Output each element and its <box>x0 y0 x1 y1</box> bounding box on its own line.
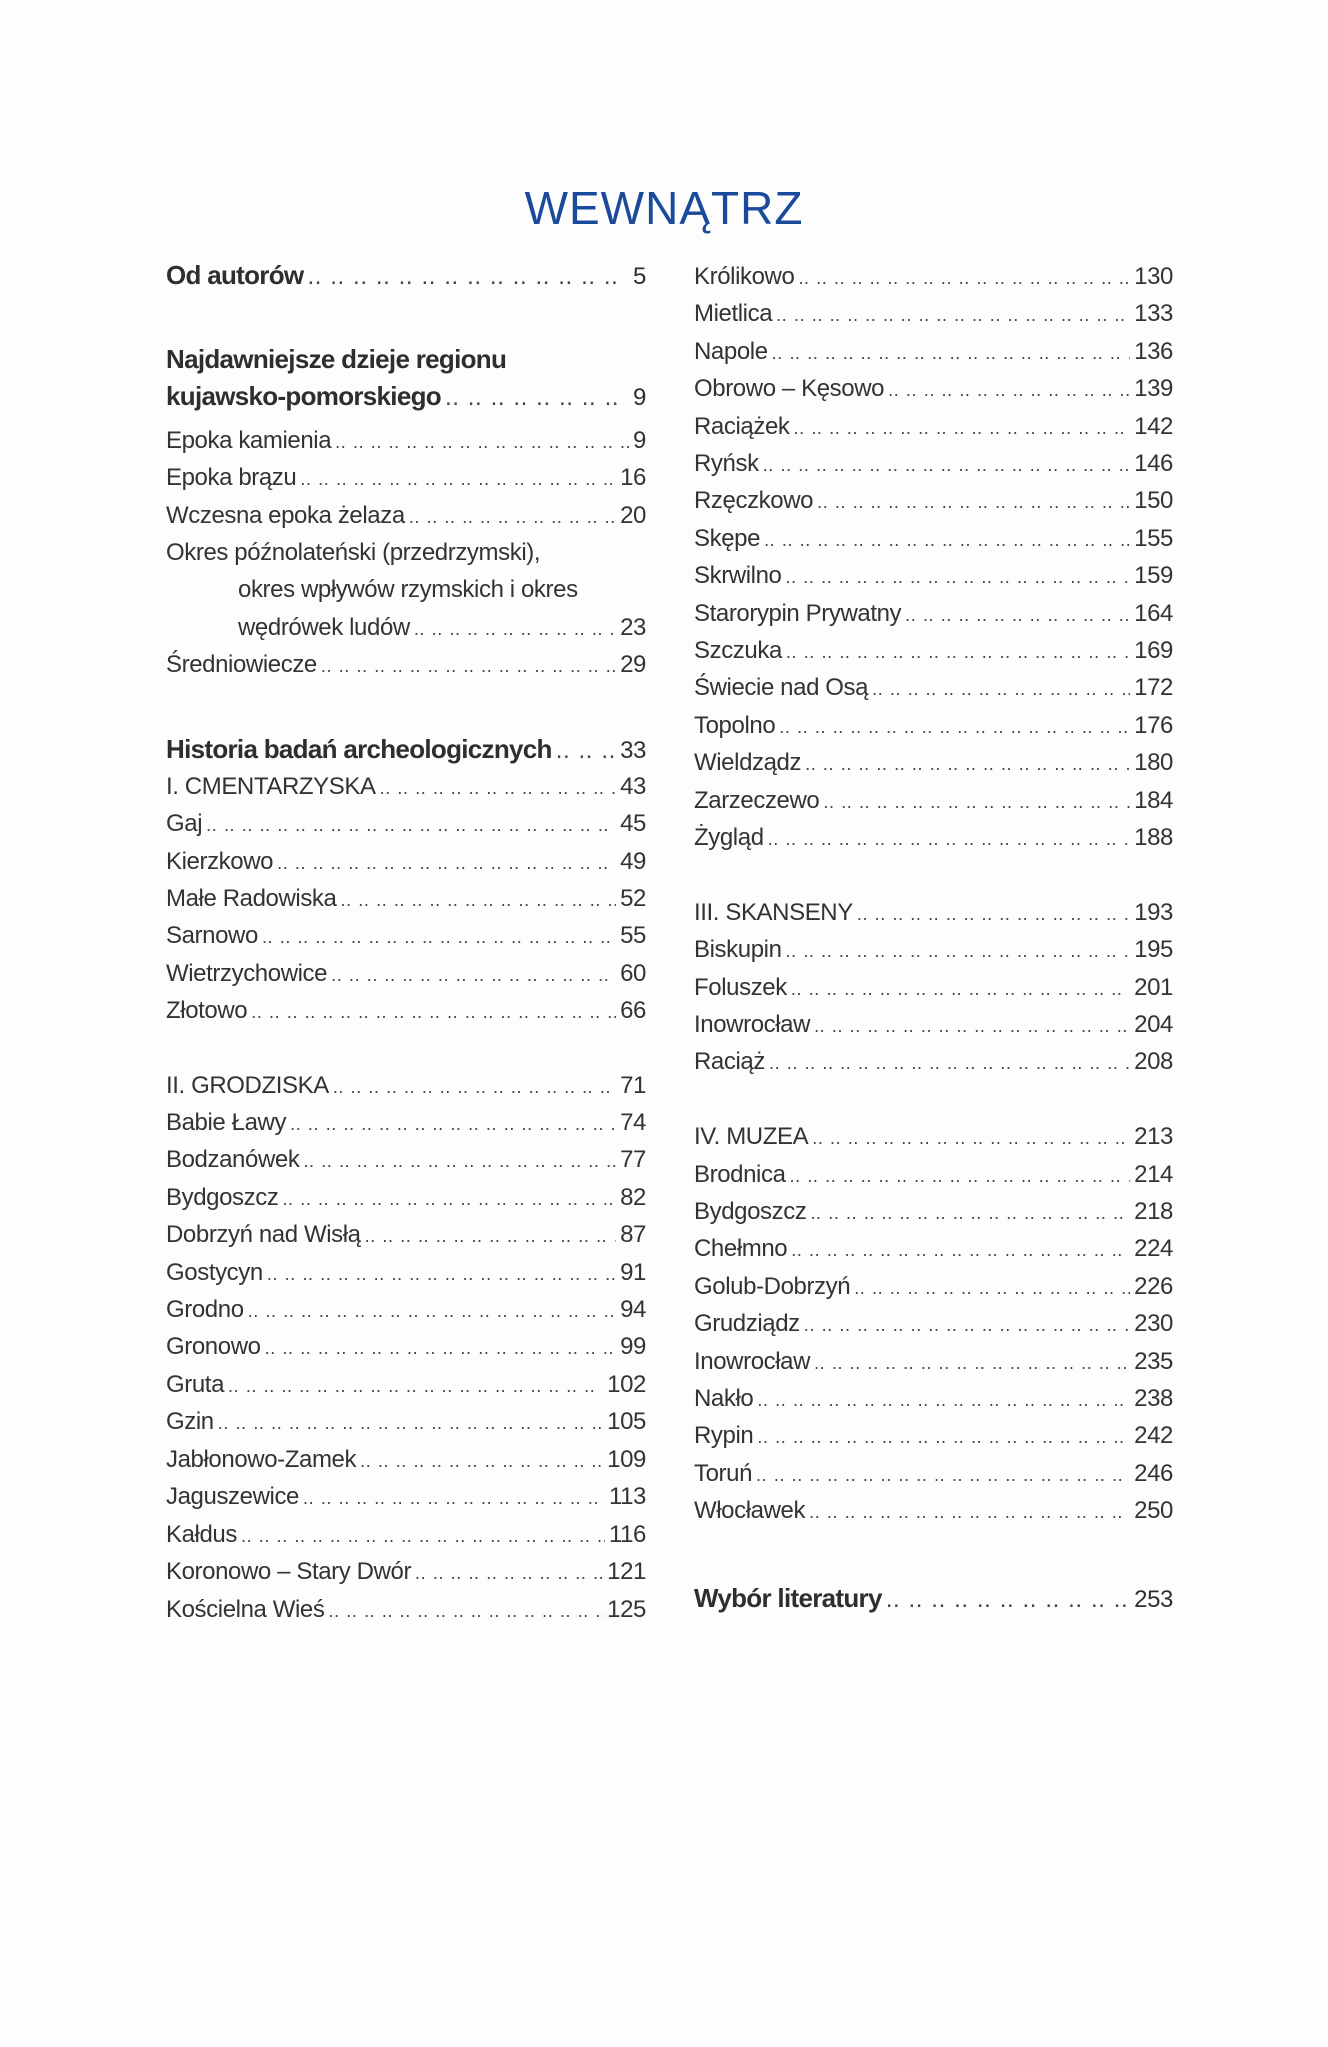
toc-entry[interactable] <box>166 957 646 991</box>
toc-section-cmentarzyska[interactable] <box>166 770 646 804</box>
toc-entry[interactable] <box>694 447 1173 481</box>
toc-entry[interactable] <box>694 484 1173 518</box>
toc-entry-label: Epoka brązu <box>166 464 297 491</box>
toc-entry-page: 33 <box>620 737 646 764</box>
leader-dots <box>804 1308 1130 1342</box>
leader-dots <box>303 1481 605 1515</box>
leader-dots <box>857 897 1130 931</box>
toc-entry-label: Włocławek <box>694 1497 806 1524</box>
toc-entry-label: Topolno <box>694 712 776 739</box>
toc-entry[interactable] <box>694 746 1173 780</box>
toc-entry-label: IV. MUZEA <box>694 1123 809 1150</box>
toc-entry-page: 253 <box>1134 1586 1173 1613</box>
toc-entry-label: Gruta <box>166 1371 225 1398</box>
toc-entry[interactable] <box>166 994 646 1028</box>
leader-dots <box>267 1257 616 1291</box>
toc-entry-page: 16 <box>620 464 646 491</box>
toc-entry-page: 52 <box>620 885 646 912</box>
toc-entry-label: Szczuka <box>694 637 782 664</box>
toc-entry-page: 226 <box>1134 1273 1173 1300</box>
leader-dots <box>872 672 1130 706</box>
toc-entry-page: 5 <box>633 263 646 290</box>
toc-entry-page: 49 <box>620 848 646 875</box>
toc-entry[interactable] <box>694 1195 1173 1229</box>
toc-entry-page: 74 <box>620 1109 646 1136</box>
leader-dots <box>282 1182 616 1216</box>
toc-entry-wybor-literatury[interactable] <box>694 1581 1173 1615</box>
leader-dots <box>772 336 1131 370</box>
toc-entry[interactable] <box>166 648 646 682</box>
toc-entry-historia[interactable] <box>166 732 646 766</box>
toc-entry-label: Wczesna epoka żelaza <box>166 502 405 529</box>
toc-heading-line: Najdawniejsze dzieje regionu <box>166 344 507 374</box>
toc-entry-label: Skrwilno <box>694 562 782 589</box>
toc-entry-page: 9 <box>633 384 646 411</box>
toc-entry-page: 188 <box>1134 824 1173 851</box>
toc-entry[interactable] <box>166 919 646 953</box>
toc-entry-label: Napole <box>694 338 768 365</box>
toc-entry-label: kujawsko-pomorskiego <box>166 381 441 411</box>
toc-entry[interactable] <box>166 424 646 458</box>
toc-entry[interactable] <box>166 1555 646 1589</box>
toc-entry-label: Od autorów <box>166 260 304 290</box>
toc-entry[interactable] <box>166 1443 646 1477</box>
toc-entry[interactable] <box>166 1593 646 1627</box>
leader-dots <box>360 1444 603 1478</box>
toc-entry[interactable] <box>166 1143 646 1177</box>
toc-entry[interactable] <box>694 410 1173 444</box>
toc-entry-label: Dobrzyń nad Wisłą <box>166 1221 361 1248</box>
leader-dots <box>786 560 1131 594</box>
leader-dots <box>768 822 1131 856</box>
leader-dots <box>814 1009 1130 1043</box>
toc-entry[interactable] <box>694 971 1173 1005</box>
toc-entry-page: 60 <box>620 960 646 987</box>
toc-entry-page: 230 <box>1134 1310 1173 1337</box>
toc-entry-label: I. CMENTARZYSKA <box>166 773 376 800</box>
toc-entry-label: Inowrocław <box>694 1348 811 1375</box>
leader-dots <box>779 710 1130 744</box>
toc-entry-page: 146 <box>1134 450 1173 477</box>
toc-entry-page: 139 <box>1134 375 1173 402</box>
toc-entry-label: II. GRODZISKA <box>166 1072 329 1099</box>
toc-entry-page: 45 <box>620 810 646 837</box>
toc-entry-label: Królikowo <box>694 263 795 290</box>
toc-entry[interactable] <box>694 821 1173 855</box>
leader-dots <box>228 1369 603 1403</box>
leader-dots <box>769 1046 1130 1080</box>
toc-entry-label: Starorypin Prywatny <box>694 600 902 627</box>
toc-entry-label: Biskupin <box>694 936 782 963</box>
toc-entry[interactable] <box>166 1293 646 1327</box>
toc-entry-label: Bydgoszcz <box>694 1198 807 1225</box>
toc-entry-label: wędrówek ludów <box>238 614 410 641</box>
toc-entry-label: Wietrzychowice <box>166 960 328 987</box>
toc-entry-label: Historia badań archeologicznych <box>166 734 552 764</box>
toc-entry-page: 130 <box>1134 263 1173 290</box>
toc-entry[interactable] <box>694 1345 1173 1379</box>
toc-entry-label: Jaguszewice <box>166 1483 300 1510</box>
leader-dots <box>251 995 616 1029</box>
toc-entry[interactable] <box>694 1270 1173 1304</box>
toc-entry-page: 136 <box>1134 338 1173 365</box>
leader-dots <box>786 934 1131 968</box>
leader-dots <box>791 972 1130 1006</box>
toc-entry-page: 155 <box>1134 525 1173 552</box>
toc-entry-najdawniejsze[interactable] <box>166 379 646 413</box>
toc-entry-label: Koronowo – Stary Dwór <box>166 1558 412 1585</box>
leader-dots <box>380 771 617 805</box>
leader-dots <box>414 612 616 646</box>
toc-entry-od-autorow[interactable] <box>166 258 646 292</box>
toc-entry-label: Bydgoszcz <box>166 1184 279 1211</box>
toc-entry-label: Toruń <box>694 1460 753 1487</box>
toc-section-grodziska[interactable] <box>166 1069 646 1103</box>
toc-entry[interactable] <box>694 1419 1173 1453</box>
toc-entry[interactable] <box>694 709 1173 743</box>
leader-dots <box>798 261 1130 295</box>
toc-entry-label: Brodnica <box>694 1161 786 1188</box>
toc-entry[interactable] <box>694 1457 1173 1491</box>
leader-dots <box>556 734 616 768</box>
toc-entry[interactable] <box>694 260 1173 294</box>
toc-entry[interactable] <box>694 372 1173 406</box>
toc-entry[interactable] <box>694 634 1173 668</box>
toc-entry-page: 99 <box>620 1333 646 1360</box>
toc-entry-page: 82 <box>620 1184 646 1211</box>
toc-entry-page: 66 <box>620 997 646 1024</box>
leader-dots <box>365 1219 616 1253</box>
toc-entry-label: Gostycyn <box>166 1259 263 1286</box>
toc-entry[interactable] <box>166 461 646 495</box>
toc-entry-line: Okres późnolateński (przedrzymski), <box>166 539 541 566</box>
toc-entry-page: 133 <box>1134 300 1173 327</box>
toc-entry-label: Rypin <box>694 1422 754 1449</box>
toc-entry-label: III. SKANSENY <box>694 899 853 926</box>
toc-entry-page: 116 <box>608 1521 646 1548</box>
toc-entry-label: Średniowiecze <box>166 651 317 678</box>
toc-entry-page: 193 <box>1134 899 1173 926</box>
leader-dots <box>812 1121 1130 1155</box>
leader-dots <box>886 1583 1130 1617</box>
leader-dots <box>757 1383 1130 1417</box>
toc-entry-page: 195 <box>1134 936 1173 963</box>
leader-dots <box>776 298 1130 332</box>
toc-entry-label: Kościelna Wieś <box>166 1596 325 1623</box>
leader-dots <box>300 462 616 496</box>
toc-entry-page: 159 <box>1134 562 1173 589</box>
toc-entry-label: Ryńsk <box>694 450 759 477</box>
toc-entry[interactable] <box>166 1480 646 1514</box>
toc-entry-page: 102 <box>607 1371 646 1398</box>
toc-entry-label: Wybór literatury <box>694 1583 882 1613</box>
leader-dots <box>814 1346 1130 1380</box>
toc-entry[interactable] <box>694 559 1173 593</box>
toc-entry-page: 246 <box>1134 1460 1173 1487</box>
toc-entry-label: Kierzkowo <box>166 848 274 875</box>
leader-dots <box>756 1458 1130 1492</box>
leader-dots <box>218 1406 603 1440</box>
toc-entry[interactable] <box>694 1307 1173 1341</box>
leader-dots <box>307 260 629 294</box>
toc-entry[interactable] <box>694 522 1173 556</box>
toc-entry-page: 77 <box>620 1146 646 1173</box>
toc-entry-label: Skępe <box>694 525 761 552</box>
toc-entry[interactable] <box>166 1181 646 1215</box>
toc-entry-page: 150 <box>1134 487 1173 514</box>
toc-entry-page: 164 <box>1134 600 1173 627</box>
leader-dots <box>905 598 1130 632</box>
toc-entry-label: Gaj <box>166 810 203 837</box>
leader-dots <box>248 1294 616 1328</box>
leader-dots <box>888 373 1130 407</box>
toc-entry-page: 218 <box>1134 1198 1173 1225</box>
toc-entry-page: 109 <box>607 1446 646 1473</box>
leader-dots <box>415 1556 603 1590</box>
toc-entry-label: Grodno <box>166 1296 244 1323</box>
leader-dots <box>206 808 616 842</box>
toc-entry[interactable] <box>166 807 646 841</box>
toc-entry-label: Inowrocław <box>694 1011 811 1038</box>
toc-entry-label: Złotowo <box>166 997 248 1024</box>
leader-dots <box>331 958 616 992</box>
toc-entry[interactable] <box>166 1330 646 1364</box>
toc-entry[interactable] <box>166 499 646 533</box>
toc-entry-label: Sarnowo <box>166 922 258 949</box>
toc-entry-page: 87 <box>620 1221 646 1248</box>
toc-entry[interactable] <box>166 1405 646 1439</box>
toc-entry[interactable] <box>166 882 646 916</box>
toc-entry-label: Świecie nad Osą <box>694 674 869 701</box>
leader-dots <box>265 1331 617 1365</box>
toc-entry-page: 121 <box>607 1558 646 1585</box>
toc-entry-label: Bodzanówek <box>166 1146 300 1173</box>
toc-entry[interactable] <box>694 1008 1173 1042</box>
toc-entry-label: Golub-Dobrzyń <box>694 1273 851 1300</box>
leader-dots <box>764 523 1130 557</box>
toc-entry-page: 172 <box>1134 674 1173 701</box>
leader-dots <box>277 846 616 880</box>
toc-entry-page: 142 <box>1134 413 1173 440</box>
toc-entry-page: 238 <box>1134 1385 1173 1412</box>
leader-dots <box>817 485 1130 519</box>
toc-entry-label: Wieldządz <box>694 749 802 776</box>
leader-dots <box>794 411 1131 445</box>
leader-dots <box>290 1107 616 1141</box>
toc-entry[interactable] <box>166 845 646 879</box>
toc-entry-page: 169 <box>1134 637 1173 664</box>
leader-dots <box>854 1271 1130 1305</box>
leader-dots <box>303 1144 616 1178</box>
toc-entry-label: Obrowo – Kęsowo <box>694 375 885 402</box>
toc-entry[interactable] <box>694 1158 1173 1192</box>
toc-entry[interactable] <box>694 1382 1173 1416</box>
toc-entry-page: 105 <box>607 1408 646 1435</box>
toc-entry-page: 55 <box>620 922 646 949</box>
toc-entry-label: Zarzeczewo <box>694 787 820 814</box>
toc-entry-label: Raciąż <box>694 1048 765 1075</box>
leader-dots <box>763 448 1130 482</box>
leader-dots <box>790 1159 1131 1193</box>
toc-entry-label: Rzęczkowo <box>694 487 814 514</box>
toc-entry-page: 23 <box>620 614 646 641</box>
toc-entry-page: 43 <box>620 773 646 800</box>
leader-dots <box>335 425 629 459</box>
toc-entry-page: 184 <box>1134 787 1173 814</box>
toc-entry-page: 29 <box>620 651 646 678</box>
toc-entry-page: 9 <box>633 427 646 454</box>
leader-dots <box>241 1519 605 1553</box>
toc-entry[interactable] <box>694 1232 1173 1266</box>
toc-entry-label: Raciążek <box>694 413 790 440</box>
toc-entry-page: 71 <box>620 1072 646 1099</box>
toc-entry-page: 224 <box>1134 1235 1173 1262</box>
toc-entry-page: 204 <box>1134 1011 1173 1038</box>
leader-dots <box>786 635 1130 669</box>
toc-entry[interactable] <box>694 1045 1173 1079</box>
toc-entry-page: 242 <box>1134 1422 1173 1449</box>
toc-entry[interactable] <box>166 1368 646 1402</box>
toc-entry[interactable] <box>694 933 1173 967</box>
toc-entry[interactable] <box>694 784 1173 818</box>
toc-entry-label: Mietlica <box>694 300 773 327</box>
toc-entry-page: 91 <box>620 1259 646 1286</box>
leader-dots <box>791 1233 1130 1267</box>
toc-entry-page: 201 <box>1134 974 1173 1001</box>
toc-entry-page: 113 <box>608 1483 646 1510</box>
leader-dots <box>321 649 616 683</box>
leader-dots <box>262 920 616 954</box>
toc-entry-label: Gronowo <box>166 1333 261 1360</box>
toc-entry-page: 20 <box>620 502 646 529</box>
toc-entry-page: 176 <box>1134 712 1173 739</box>
toc-entry-label: Babie Ławy <box>166 1109 287 1136</box>
toc-entry[interactable] <box>694 597 1173 631</box>
leader-dots <box>805 747 1130 781</box>
toc-entry[interactable] <box>166 1218 646 1252</box>
toc-entry-label: Małe Radowiska <box>166 885 337 912</box>
toc-entry-label: Jabłonowo-Zamek <box>166 1446 357 1473</box>
page-title: WEWNĄTRZ <box>524 181 804 234</box>
toc-entry-page: 235 <box>1134 1348 1173 1375</box>
toc-entry[interactable] <box>694 1494 1173 1528</box>
toc-entry-label: Żygląd <box>694 824 764 851</box>
toc-entry-label: Foluszek <box>694 974 787 1001</box>
toc-entry-page: 250 <box>1134 1497 1173 1524</box>
leader-dots <box>757 1420 1130 1454</box>
toc-entry-page: 208 <box>1134 1048 1173 1075</box>
leader-dots <box>823 785 1130 819</box>
toc-section-skanseny[interactable] <box>694 896 1173 930</box>
toc-entry-line: okres wpływów rzymskich i okres <box>238 576 578 603</box>
leader-dots <box>810 1196 1130 1230</box>
toc-entry-okres[interactable] <box>166 611 646 645</box>
leader-dots <box>328 1594 603 1628</box>
leader-dots <box>333 1070 616 1104</box>
toc-entry[interactable] <box>694 671 1173 705</box>
leader-dots <box>809 1495 1130 1529</box>
toc-entry-page: 180 <box>1134 749 1173 776</box>
toc-entry-page: 214 <box>1134 1161 1173 1188</box>
toc-entry[interactable] <box>166 1256 646 1290</box>
toc-entry-page: 213 <box>1134 1123 1173 1150</box>
toc-entry-label: Chełmno <box>694 1235 788 1262</box>
toc-entry-label: Kałdus <box>166 1521 237 1548</box>
toc-entry[interactable] <box>166 1106 646 1140</box>
toc-entry-label: Nakło <box>694 1385 754 1412</box>
leader-dots <box>445 381 629 415</box>
toc-entry[interactable] <box>694 297 1173 331</box>
toc-entry-label: Epoka kamienia <box>166 427 332 454</box>
leader-dots <box>340 883 616 917</box>
toc-entry-page: 125 <box>607 1596 646 1623</box>
toc-entry-label: Grudziądz <box>694 1310 800 1337</box>
toc-entry-label: Gzin <box>166 1408 214 1435</box>
leader-dots <box>409 500 616 534</box>
toc-entry[interactable] <box>166 1518 646 1552</box>
toc-entry[interactable] <box>694 335 1173 369</box>
toc-section-muzea[interactable] <box>694 1120 1173 1154</box>
toc-entry-page: 94 <box>620 1296 646 1323</box>
